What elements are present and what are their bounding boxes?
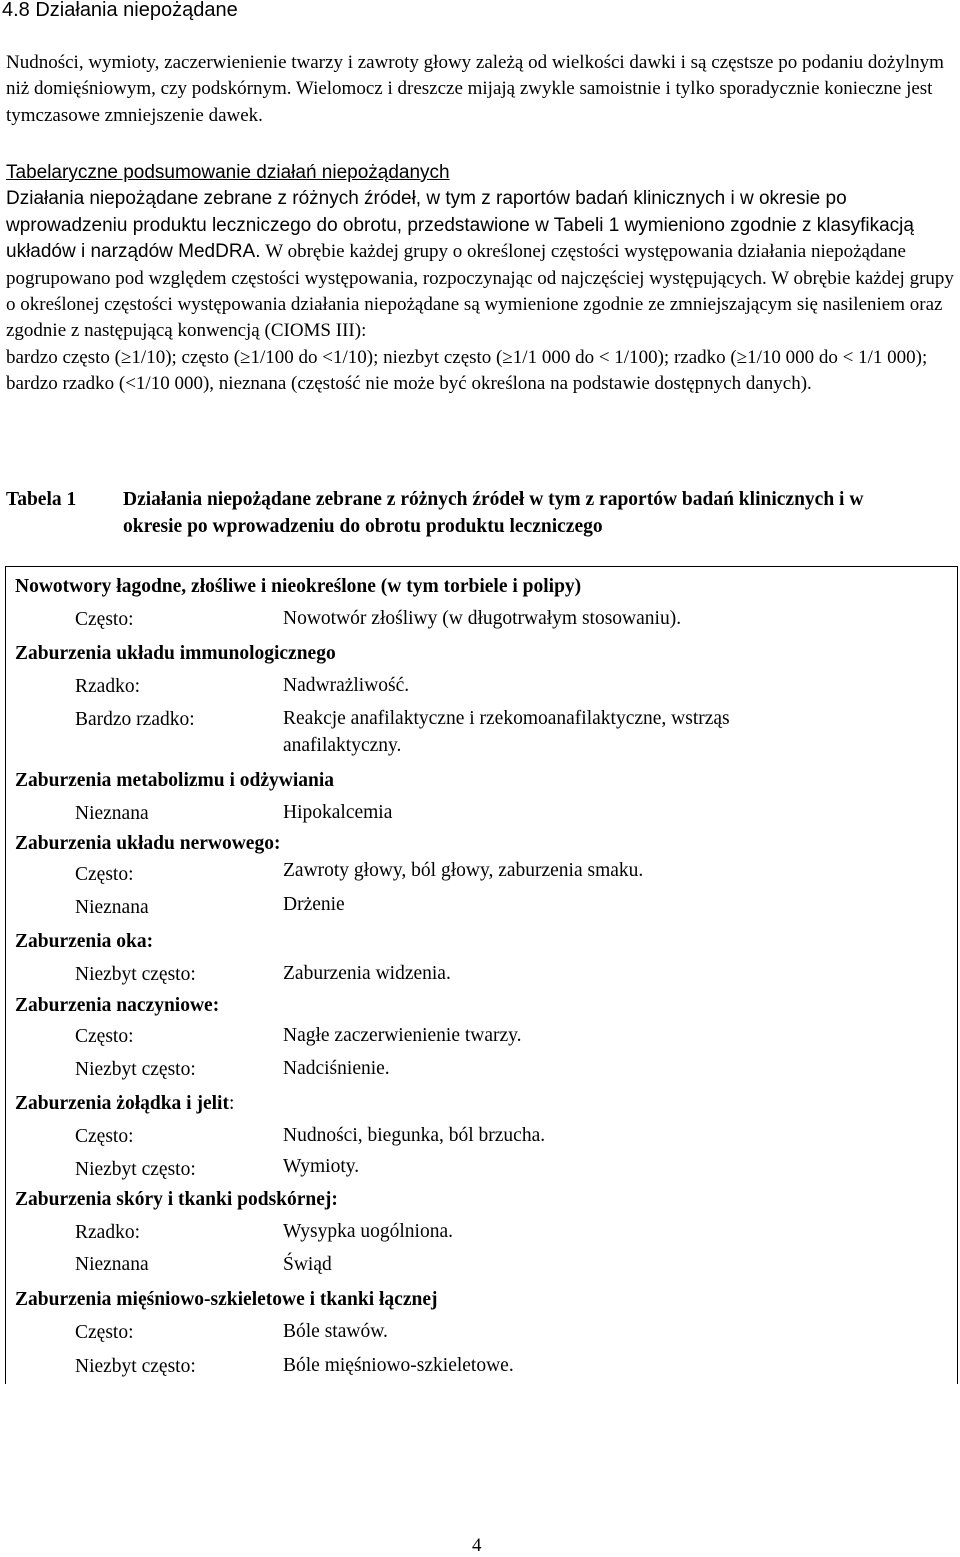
frequency-label: Nieznana	[75, 803, 149, 824]
frequency-label: Często:	[75, 1126, 134, 1147]
frequency-convention: bardzo często (≥1/10); często (≥1/100 do <1/10); niezbyt często (≥1/1 000 do < 1/100); rzadko (≥1/10 000 do < 1/1 000); bardzo rzadko (<1/10 000), nieznana (częstość nie może być określona na podstawie dostępnych danych).	[6, 346, 928, 395]
section-heading: 4.8 Działania niepożądane	[2, 0, 238, 21]
adverse-event: Zaburzenia widzenia.	[283, 963, 451, 984]
summary-heading: Tabelaryczne podsumowanie działań niepożądanych	[6, 162, 450, 183]
section-heading-nervous: Zaburzenia układu nerwowego:	[15, 833, 281, 854]
frequency-label: Bardzo rzadko:	[75, 709, 195, 730]
adverse-event: Drżenie	[283, 894, 345, 915]
adverse-event: Nowotwór złośliwy (w długotrwałym stosowaniu).	[283, 608, 682, 629]
frequency-label: Niezbyt często:	[75, 1059, 196, 1080]
table-label: Tabela 1	[6, 489, 77, 510]
adverse-event: Wysypka uogólniona.	[283, 1221, 453, 1242]
adverse-event: Bóle mięśniowo-szkieletowe.	[283, 1355, 514, 1376]
summary-text-sans: Działania niepożądane zebrane z różnych źródeł, w tym z raportów badań klinicznych i w okresie po wprowadzeniu produktu leczniczego do obrotu, przedstawione w Tabeli 1 wymieniono zgodnie z klasyfikacją układów i narządów MedDRA.	[6, 188, 914, 263]
frequency-label: Niezbyt często:	[75, 964, 196, 985]
frequency-label: Niezbyt często:	[75, 1159, 196, 1180]
frequency-label: Często:	[75, 1026, 134, 1047]
adverse-event: Zawroty głowy, ból głowy, zaburzenia smaku.	[283, 860, 644, 881]
section-heading-neoplasms: Nowotwory łagodne, złośliwe i nieokreślone (w tym torbiele i polipy)	[15, 576, 582, 597]
adverse-event: Nagłe zaczerwienienie twarzy.	[283, 1025, 522, 1046]
summary-text-serif: W obrębie każdej grupy o określonej częstości występowania działania niepożądane pogrupowano pod względem częstości występowania, rozpoczynając od najczęściej występujących. W obrębie każdej grupy o określonej częstości występowania działania niepożądane są wymienione zgodnie ze zmniejszającym się nasileniem oraz zgodnie z następującą konwencją (CIOMS III):	[6, 241, 954, 342]
section-heading-skin: Zaburzenia skóry i tkanki podskórnej:	[15, 1189, 338, 1210]
adverse-event: Wymioty.	[283, 1156, 360, 1177]
frequency-label: Rzadko:	[75, 676, 140, 697]
frequency-label: Często:	[75, 609, 134, 630]
section-heading-eye: Zaburzenia oka:	[15, 931, 154, 952]
summary-paragraph	[6, 160, 956, 398]
section-heading-musculoskeletal: Zaburzenia mięśniowo-szkieletowe i tkanki łącznej	[15, 1289, 438, 1310]
frequency-label: Rzadko:	[75, 1222, 140, 1243]
section-heading-gastrointestinal: Zaburzenia żołądka i jelit:	[15, 1093, 235, 1114]
table-title: Działania niepożądane zebrane z różnych źródeł w tym z raportów badań klinicznych i w okresie po wprowadzeniu do obrotu produktu leczniczego	[123, 489, 864, 537]
adverse-event: Świąd	[283, 1254, 332, 1275]
frequency-label: Często:	[75, 864, 134, 885]
frequency-label: Często:	[75, 1322, 134, 1343]
frequency-label: Nieznana	[75, 897, 149, 918]
frequency-label: Niezbyt często:	[75, 1356, 196, 1377]
adverse-event: Hipokalcemia	[283, 802, 393, 823]
adverse-event: Nudności, biegunka, ból brzucha.	[283, 1125, 546, 1146]
section-heading-immune: Zaburzenia układu immunologicznego	[15, 643, 336, 664]
adverse-event: Nadciśnienie.	[283, 1058, 390, 1079]
adverse-event: Reakcje anafilaktyczne i rzekomoanafilaktyczne, wstrząs anafilaktyczny.	[283, 708, 730, 756]
page-number: 4	[472, 1535, 482, 1556]
adverse-event: Bóle stawów.	[283, 1321, 388, 1342]
adverse-event: Nadwrażliwość.	[283, 675, 410, 696]
section-heading-vascular: Zaburzenia naczyniowe:	[15, 995, 220, 1016]
section-heading-metabolism: Zaburzenia metabolizmu i odżywiania	[15, 770, 335, 791]
intro-paragraph: Nudności, wymioty, zaczerwienienie twarzy i zawroty głowy zależą od wielkości dawki i są częstsze po podaniu dożylnym niż domięśniowym, czy podskórnym. Wielomocz i dreszcze mijają zwykle samoistnie i tylko sporadycznie konieczne jest tymczasowe zmniejszenie dawek.	[6, 52, 944, 126]
frequency-label: Nieznana	[75, 1254, 149, 1275]
